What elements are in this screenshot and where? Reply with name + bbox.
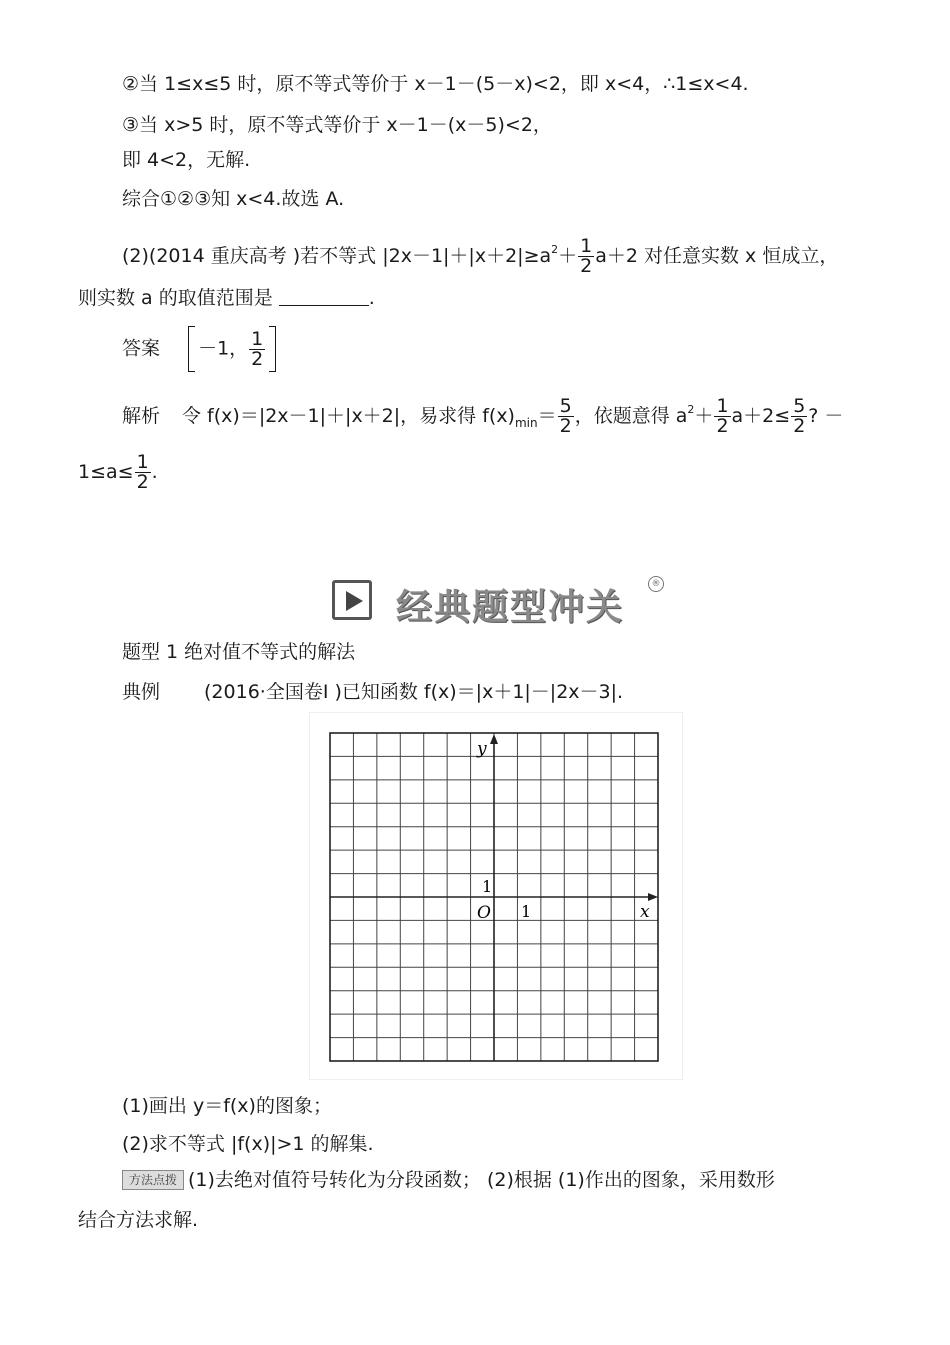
y-axis-label: y <box>477 739 487 759</box>
analysis-line-1: 解析 令 f(x)＝|2x－1|＋|x＋2|，易求得 $f(x)_{min}=$ $\frac{5}{2}$ ，依题意得 $a^2+$ $\frac{1}{2}$ a＋2≤ $\frac{5}{2}$ ? － <box>122 395 844 437</box>
question-1: (1)画出 y＝f(x)的图象； <box>122 1095 332 1117</box>
solution-conclusion: 综合①②③知 x<4.故选 A. <box>122 188 345 210</box>
question-2: (2)求不等式 |f(x)|>1 的解集. <box>122 1133 374 1155</box>
method-badge: 方法点拨 <box>122 1170 184 1190</box>
fraction: $\frac{1}{2}$ <box>580 235 593 277</box>
registered-icon: ® <box>648 576 664 592</box>
x-axis-arrow <box>648 893 658 901</box>
banner-title: 经典题型冲关 <box>396 587 625 628</box>
example-line: 典例 (2016·全国卷Ⅰ )已知函数 f(x)＝|x＋1|－|2x－3|. <box>122 681 624 703</box>
right-bracket <box>269 326 276 372</box>
left-bracket <box>188 326 195 372</box>
type-heading: 题型 1 绝对值不等式的解法 <box>122 641 356 663</box>
answer-line: 答案 －1， $\frac{1}{2}$ <box>122 326 276 372</box>
figure-frame <box>309 712 683 1080</box>
play-icon <box>332 580 372 620</box>
section-banner <box>330 576 665 628</box>
solution-line-3b: 即 4<2，无解. <box>122 149 251 171</box>
analysis-line-2: 1≤a≤ $\frac{1}{2}$ . <box>78 451 158 493</box>
coordinate-grid <box>309 712 683 1080</box>
method-line-2: 结合方法求解. <box>78 1209 199 1231</box>
analysis-label: 解析 <box>122 405 161 427</box>
y-axis-arrow <box>490 734 498 744</box>
answer-label: 答案 <box>122 337 161 360</box>
answer-blank <box>279 287 369 306</box>
method-line: 方法点拨 (1)去绝对值符号转化为分段函数； (2)根据 (1)作出的图象，采用数形 <box>122 1168 775 1192</box>
y-tick-label: 1 <box>482 877 493 896</box>
question-2-line-2: 则实数 a 的取值范围是 . <box>78 287 375 309</box>
question-2-line-1: (2)(2014 重庆高考 )若不等式 $|2x-1|+|x+2|\ge a^2+$ $\frac{1}{2}$ a＋2 对任意实数 x 恒成立， <box>122 235 839 277</box>
solution-line-2: ②当 1≤x≤5 时，原不等式等价于 x－1－(5－x)<2，即 x<4，∴1≤x<4. <box>122 73 749 95</box>
x-axis-label: x <box>640 902 650 922</box>
example-label: 典例 <box>122 681 161 703</box>
origin-label: O <box>477 903 491 923</box>
x-tick-label: 1 <box>521 902 532 921</box>
solution-line-3: ③当 x>5 时，原不等式等价于 x－1－(x－5)<2， <box>122 114 552 136</box>
